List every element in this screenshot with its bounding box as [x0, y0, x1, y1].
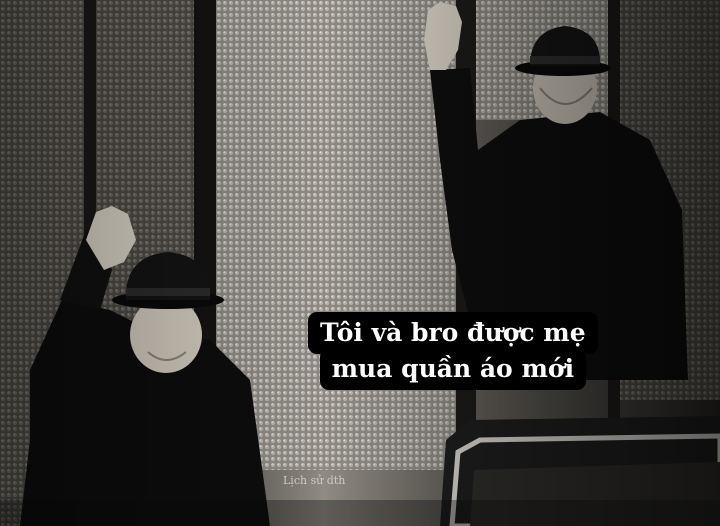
bottom-vignette — [0, 500, 720, 526]
caption-line-1: Tôi và bro được mẹ — [308, 312, 598, 354]
caption-line-2: mua quần áo mới — [320, 348, 586, 390]
meme-caption — [308, 312, 598, 390]
watermark: Lịch sử dth — [283, 474, 346, 487]
